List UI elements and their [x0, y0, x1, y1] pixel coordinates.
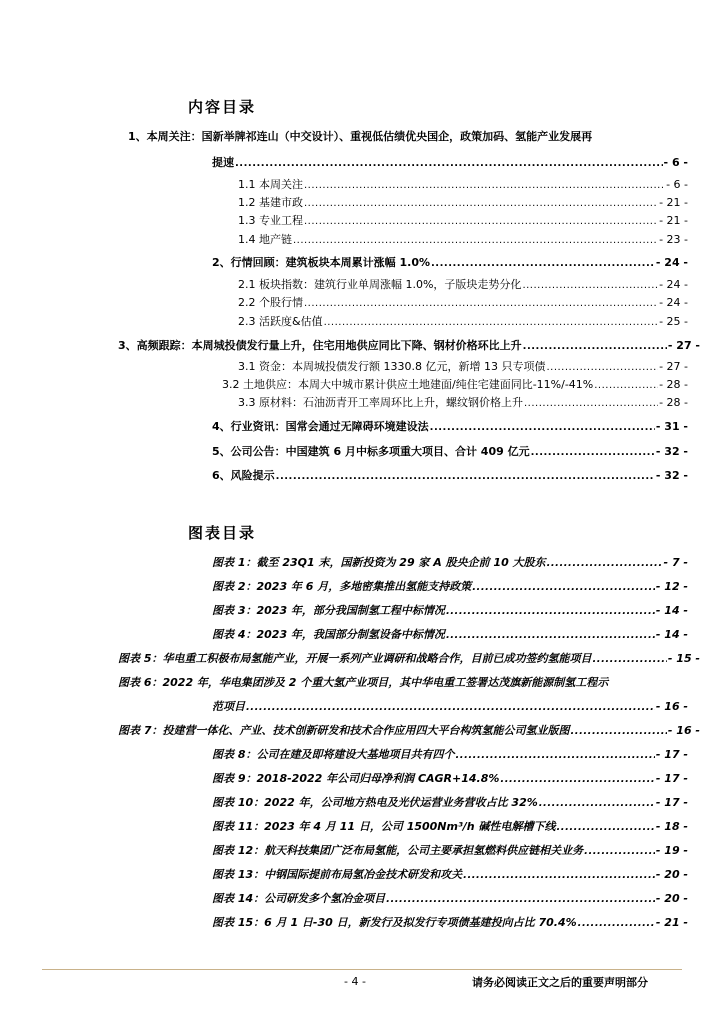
leader-dots: [594, 378, 658, 391]
leader-dots: [304, 296, 658, 309]
leader-dots: [539, 796, 655, 809]
leader-dots: [304, 214, 658, 227]
fig-entry-label: 图表 11：2023 年 4 月 11 日，公司 1500Nm³/h 碱性电解槽下线: [212, 820, 556, 833]
fig-entry-page: - 16 -: [655, 699, 688, 713]
leader-dots: [246, 700, 655, 713]
leader-dots: [304, 178, 665, 191]
toc-entry-page: - 25 -: [659, 314, 688, 328]
fig-entry-15[interactable]: [212, 913, 688, 931]
footer-divider: [42, 969, 682, 970]
leader-dots: [463, 868, 655, 881]
fig-entry-label: 图表 15：6 月 1 日-30 日，新发行及拟发行专项债基建投向占比 70.4%: [212, 916, 577, 929]
toc-entry-1-4[interactable]: [238, 230, 688, 248]
fig-entry-12[interactable]: [212, 841, 688, 859]
toc-entry-4[interactable]: [212, 417, 688, 435]
fig-entry-page: - 14 -: [655, 603, 688, 617]
fig-entry-label: 图表 10：2022 年，公司地方热电及光伏运营业务营收占比 32%: [212, 796, 538, 809]
toc-entry-label: 3、高频跟踪：本周城投债发行量上升，住宅用地供应同比下降、钢材价格环比上升: [118, 339, 522, 352]
leader-dots: [523, 339, 667, 352]
fig-entry-label: 范项目: [212, 700, 245, 713]
fig-entry-9[interactable]: [212, 769, 688, 787]
fig-entry-page: - 18 -: [655, 819, 688, 833]
footer-disclaimer-note: 请务必阅读正文之后的重要声明部分: [472, 976, 648, 989]
toc-entry-3-2[interactable]: [222, 375, 688, 393]
fig-entry-5[interactable]: [118, 649, 700, 667]
fig-entry-label: 图表 12：航天科技集团广泛布局氢能，公司主要承担氢燃料供应链相关业务: [212, 844, 584, 857]
fig-entry-label: 图表 13：中钢国际提前布局氢冶金技术研发和攻关: [212, 868, 463, 881]
toc-entry-label: 6、风险提示: [212, 469, 275, 482]
leader-dots: [293, 233, 658, 246]
fig-entry-page: - 15 -: [667, 651, 700, 665]
toc-entry-page: - 6 -: [663, 155, 688, 169]
leader-dots: [235, 156, 663, 169]
toc-entry-page: - 28 -: [659, 395, 688, 409]
leader-dots: [455, 748, 654, 761]
leader-dots: [522, 278, 658, 291]
leader-dots: [430, 420, 655, 433]
leader-dots: [446, 628, 655, 641]
fig-entry-11[interactable]: [212, 817, 688, 835]
fig-entry-page: - 20 -: [655, 867, 688, 881]
fig-entry-10[interactable]: [212, 793, 688, 811]
fig-entry-label: 图表 9：2018-2022 年公司归母净利润 CAGR+14.8%: [212, 772, 500, 785]
fig-entry-2[interactable]: [212, 577, 688, 595]
fig-entry-6-cont[interactable]: [212, 697, 688, 715]
leader-dots: [472, 580, 655, 593]
fig-entry-4[interactable]: [212, 625, 688, 643]
leader-dots: [304, 196, 658, 209]
toc-entry-label: 4、行业资讯：国常会通过无障碍环境建设法: [212, 420, 429, 433]
fig-entry-page: - 17 -: [655, 747, 688, 761]
fig-entry-page: - 16 -: [667, 723, 700, 737]
toc-entry-page: - 24 -: [659, 295, 688, 309]
fig-title: 图表目录: [188, 524, 257, 542]
toc-entry-2[interactable]: [212, 253, 688, 271]
fig-entry-7[interactable]: [118, 721, 700, 739]
fig-entry-label: 图表 4：2023 年，我国部分制氢设备中标情况: [212, 628, 445, 641]
leader-dots: [578, 916, 655, 929]
toc-entry-label: 3.2 土地供应：本周大中城市累计供应土地建面/纯住宅建面同比-11%/-41%: [222, 378, 594, 391]
fig-entry-label: 图表 3：2023 年，部分我国制氢工程中标情况: [212, 604, 445, 617]
fig-entry-page: - 17 -: [655, 795, 688, 809]
toc-entry-label: 1、本周关注：国新举牌祁连山（中交设计）、重视低估绩优央国企，政策加码、氢能产业发展再: [128, 130, 593, 143]
leader-dots: [524, 396, 658, 409]
toc-entry-label: 2.1 板块指数：建筑行业单周涨幅 1.0%，子版块走势分化: [238, 278, 522, 291]
leader-dots: [276, 469, 655, 482]
leader-dots: [584, 844, 655, 857]
toc-entry-page: - 27 -: [667, 338, 700, 352]
toc-entry-page: - 31 -: [655, 419, 688, 433]
toc-entry-label: 2.3 活跃度&估值: [238, 315, 323, 328]
fig-entry-label: 图表 8：公司在建及即将建设大基地项目共有四个: [212, 748, 455, 761]
toc-entry-label: 3.3 原材料：石油沥青开工率周环比上升，螺纹钢价格上升: [238, 396, 523, 409]
toc-entry-label: 提速: [212, 156, 234, 169]
toc-entry-3-3[interactable]: [238, 393, 688, 411]
toc-entry-5[interactable]: [212, 442, 688, 460]
toc-entry-page: - 23 -: [659, 232, 688, 246]
fig-entry-label: 图表 7：投建营一体化、产业、技术创新研发和技术合作应用四大平台构筑氢能公司氢业版图: [118, 724, 570, 737]
toc-entry-3[interactable]: [118, 336, 700, 354]
toc-entry-2-2[interactable]: [238, 293, 688, 311]
leader-dots: [531, 445, 655, 458]
fig-entry-page: - 12 -: [655, 579, 688, 593]
toc-entry-label: 1.4 地产链: [238, 233, 292, 246]
toc-entry-3-1[interactable]: [238, 357, 688, 375]
toc-entry-label: 2.2 个股行情: [238, 296, 303, 309]
leader-dots: [446, 604, 655, 617]
fig-entry-label: 图表 2：2023 年 6 月，多地密集推出氢能支持政策: [212, 580, 472, 593]
fig-entry-13[interactable]: [212, 865, 688, 883]
toc-entry-label: 2、行情回顾：建筑板块本周累计涨幅 1.0%: [212, 256, 430, 269]
toc-entry-6[interactable]: [212, 466, 688, 484]
toc-entry-1-3[interactable]: [238, 211, 688, 229]
fig-entry-label: 图表 5：华电重工积极布局氢能产业，开展一系列产业调研和战略合作，目前已成功签约氢能项目: [118, 652, 592, 665]
toc-entry-page: - 32 -: [655, 468, 688, 482]
toc-entry-label: 1.3 专业工程: [238, 214, 303, 227]
toc-entry-label: 3.1 资金：本周城投债发行额 1330.8 亿元，新增 13 只专项债: [238, 360, 546, 373]
toc-entry-1-cont[interactable]: [212, 153, 688, 171]
toc-entry-1-1[interactable]: [238, 175, 688, 193]
fig-entry-page: - 20 -: [655, 891, 688, 905]
fig-entry-1[interactable]: [212, 553, 688, 571]
toc-entry-page: - 21 -: [659, 213, 688, 227]
leader-dots: [556, 820, 654, 833]
toc-title: 内容目录: [188, 98, 257, 116]
fig-entry-label: 图表 14：公司研发多个氢冶金项目: [212, 892, 386, 905]
toc-entry-page: - 24 -: [659, 277, 688, 291]
fig-entry-6[interactable]: [118, 673, 700, 691]
leader-dots: [431, 256, 655, 269]
toc-entry-page: - 24 -: [655, 255, 688, 269]
leader-dots: [324, 315, 658, 328]
leader-dots: [547, 556, 663, 569]
toc-entry-1-2[interactable]: [238, 193, 688, 211]
fig-entry-page: - 7 -: [663, 555, 688, 569]
toc-entry-1[interactable]: [128, 127, 700, 145]
fig-entry-label: 图表 6：2022 年，华电集团涉及 2 个重大氢产业项目，其中华电重工签署达茂旗新能源制氢工程示: [118, 676, 609, 689]
fig-entry-page: - 21 -: [655, 915, 688, 929]
fig-entry-3[interactable]: [212, 601, 688, 619]
fig-entry-label: 图表 1：截至 23Q1 末，国新投资为 29 家 A 股央企前 10 大股东: [212, 556, 546, 569]
leader-dots: [570, 724, 666, 737]
fig-entry-page: - 17 -: [655, 771, 688, 785]
footer-page-number: - 4 -: [344, 975, 366, 988]
toc-entry-label: 5、公司公告：中国建筑 6 月中标多项重大项目、合计 409 亿元: [212, 445, 530, 458]
toc-entry-label: 1.1 本周关注: [238, 178, 303, 191]
toc-entry-label: 1.2 基建市政: [238, 196, 303, 209]
leader-dots: [500, 772, 654, 785]
leader-dots: [546, 360, 658, 373]
leader-dots: [592, 652, 666, 665]
toc-entry-page: - 27 -: [659, 359, 688, 373]
toc-entry-2-1[interactable]: [238, 275, 688, 293]
toc-entry-page: - 28 -: [659, 377, 688, 391]
fig-entry-page: - 19 -: [655, 843, 688, 857]
toc-entry-page: - 32 -: [655, 444, 688, 458]
fig-entry-14[interactable]: [212, 889, 688, 907]
fig-entry-8[interactable]: [212, 745, 688, 763]
fig-entry-page: - 14 -: [655, 627, 688, 641]
toc-entry-2-3[interactable]: [238, 312, 688, 330]
toc-entry-page: - 21 -: [659, 195, 688, 209]
toc-entry-page: - 6 -: [666, 177, 688, 191]
leader-dots: [386, 892, 655, 905]
